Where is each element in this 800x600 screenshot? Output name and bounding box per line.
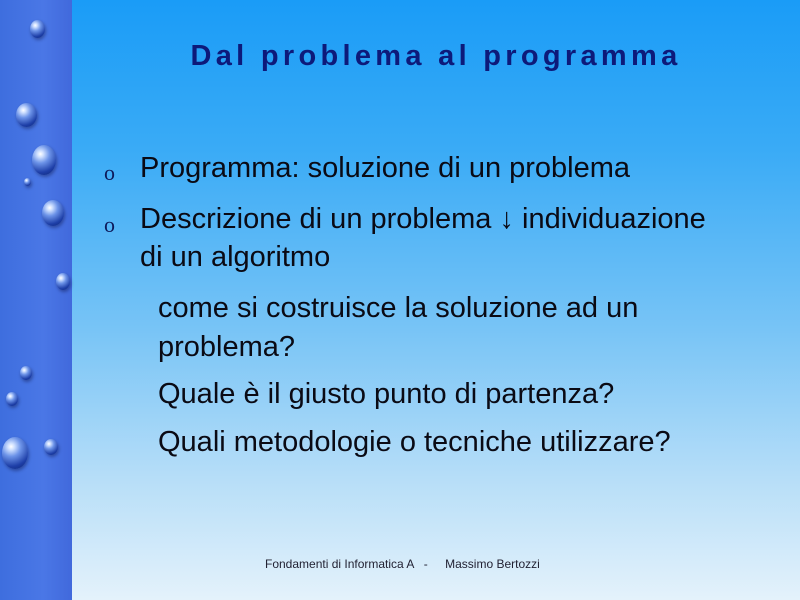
- bullet-marker: o: [104, 160, 115, 185]
- water-drop-decoration: [20, 366, 32, 380]
- water-drop-decoration: [32, 145, 56, 175]
- water-drop-decoration: [42, 200, 64, 226]
- water-drop-decoration: [44, 439, 58, 455]
- bullet-marker: o: [104, 212, 115, 237]
- subpoint-item: Quale è il giusto punto di partenza?: [158, 378, 615, 410]
- subpoint-item-continuation: problema?: [158, 331, 296, 363]
- subpoint-item: Quali metodologie o tecniche utilizzare?: [158, 426, 671, 458]
- subpoint-item: come si costruisce la soluzione ad un: [158, 292, 639, 324]
- footer-course: Fondamenti di Informatica A: [265, 557, 415, 571]
- footer-separator: -: [423, 557, 428, 571]
- bullet-item-continuation: di un algoritmo: [140, 241, 331, 273]
- water-drop-decoration: [30, 20, 45, 38]
- bullet-item: Programma: soluzione di un problema: [140, 152, 631, 184]
- footer-author: Massimo Bertozzi: [445, 557, 540, 571]
- slide-footer: [265, 557, 540, 571]
- water-drop-decoration: [16, 103, 37, 127]
- water-drop-decoration: [2, 437, 28, 469]
- water-drop-decoration: [24, 178, 31, 186]
- water-drop-decoration: [56, 273, 70, 290]
- slide-title: Dal problema al programma: [190, 40, 682, 72]
- water-drop-decoration: [6, 392, 18, 406]
- bullet-item: Descrizione di un problema ↓ individuazione: [140, 203, 706, 235]
- sidebar-decoration: [0, 0, 72, 600]
